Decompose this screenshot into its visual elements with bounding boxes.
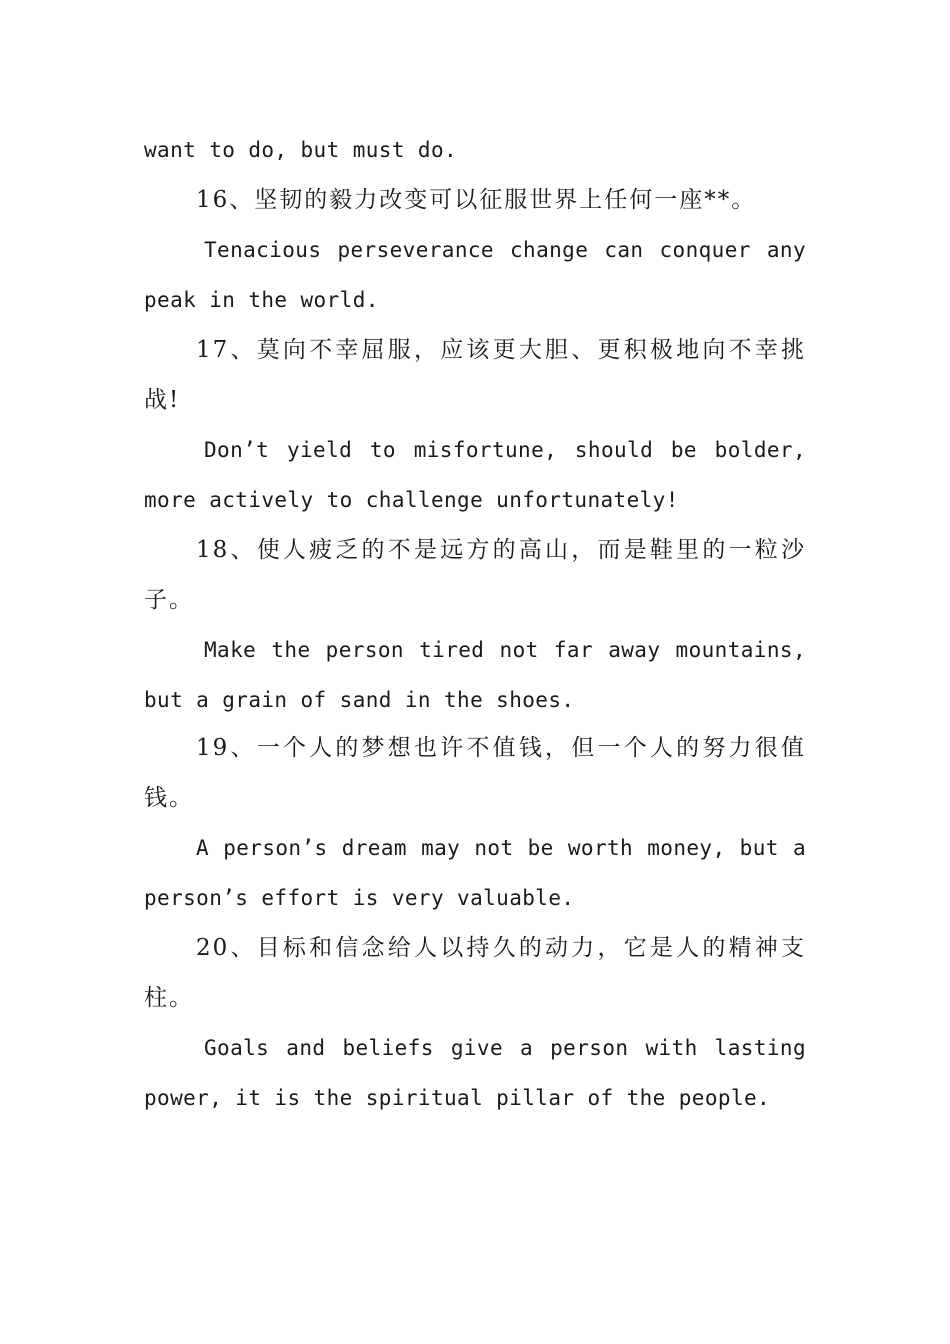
quote-19-english-line-2: person’s effort is very valuable. <box>144 886 575 910</box>
quote-17-chinese-line-1: 17、莫向不幸屈服，应该更大胆、更积极地向不幸挑 <box>196 337 806 363</box>
quote-18-english-line-1: Make the person tired not far away mountains, <box>204 638 806 662</box>
quote-17-english-line-2: more actively to challenge unfortunately! <box>144 488 679 512</box>
quote-17-english-line-1: Don’t yield to misfortune, should be bolder, <box>204 438 806 462</box>
quote-16-english-line-1: Tenacious perseverance change can conquer any <box>204 238 806 262</box>
quote-18-chinese-line-1: 18、使人疲乏的不是远方的高山，而是鞋里的一粒沙 <box>196 537 806 563</box>
text-line: want to do, but must do. <box>144 138 458 162</box>
quote-17-chinese-line-2: 战! <box>144 387 181 413</box>
quote-20-english-line-1: Goals and beliefs give a person with lasting <box>204 1036 806 1060</box>
quote-20-chinese-line-1: 20、目标和信念给人以持久的动力，它是人的精神支 <box>196 935 806 961</box>
quote-16-chinese: 16、坚韧的毅力改变可以征服世界上任何一座**。 <box>196 187 757 213</box>
quote-19-chinese-line-1: 19、一个人的梦想也许不值钱，但一个人的努力很值 <box>196 735 806 761</box>
quote-19-english-line-1: A person’s dream may not be worth money, but a <box>196 836 806 860</box>
quote-19-chinese-line-2: 钱。 <box>144 785 194 811</box>
quote-20-english-line-2: power, it is the spiritual pillar of the people. <box>144 1086 771 1110</box>
quote-18-chinese-line-2: 子。 <box>144 587 194 613</box>
quote-20-chinese-line-2: 柱。 <box>144 985 194 1011</box>
quote-18-english-line-2: but a grain of sand in the shoes. <box>144 688 575 712</box>
quote-16-english-line-2: peak in the world. <box>144 288 379 312</box>
